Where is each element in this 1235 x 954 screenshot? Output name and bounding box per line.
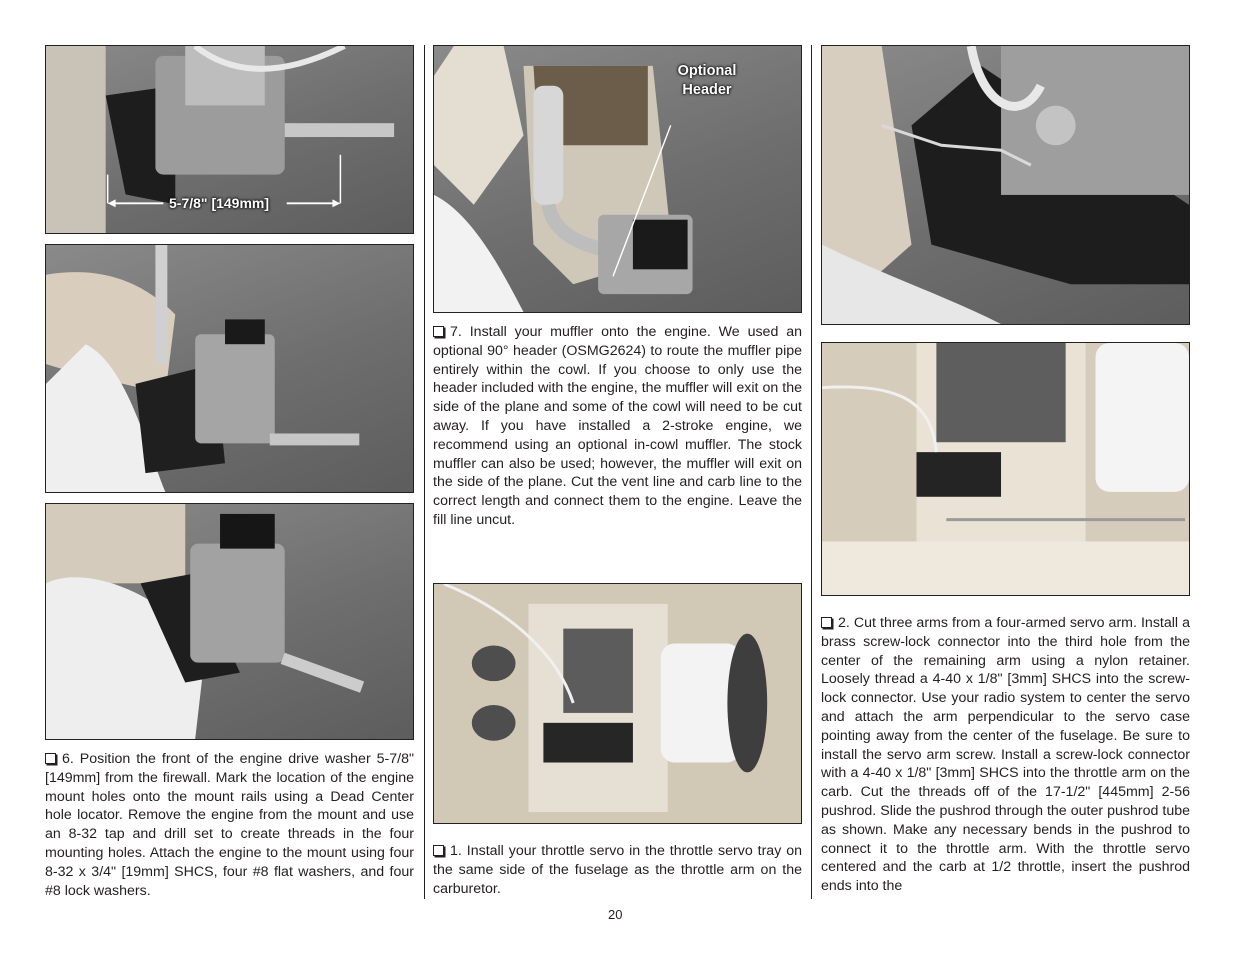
step-1-paragraph (433, 842, 802, 898)
checkbox-step-7[interactable] (433, 326, 444, 337)
dimension-label: 5-7/8" [149mm] (169, 195, 270, 211)
step-7-text: Install your muffler onto the engine. We used an optional 90° header (OSMG2624) to route the muffler pipe entirely within the cowl. If you choose to only use the header included with the engine, the muffler will exit on the side of the plane and some of the cowl will need to be cut away. If you have installed a 2-stroke engine, we recommend using an optional in-cowl muffler. The stock muffler can also be used; however, the muffler will exit on the side of the plane. Cut the vent line and carb line to the correct length and connect them to the engine. Leave the fill line uncut. (433, 324, 802, 528)
checkbox-step-2[interactable] (821, 617, 832, 628)
checkbox-step-6[interactable] (45, 753, 56, 764)
photo-throttle-linkage (821, 45, 1190, 325)
step-2-text: Cut three arms from a four-armed servo arm. Install a brass screw-lock connector into the third hole from the center of the remaining arm using a nylon retainer. Loosely thread a 4-40 x 1/8" [3mm] SHCS into the screw-lock connector. Use your radio system to center the servo and attach the arm perpendicular to the servo case pointing away from the center of the fuselage. Be sure to install the servo arm screw. Install a screw-lock connector with a 4-40 x 1/8" [3mm] SHCS into the throttle arm on the carb. Cut the threads off of the 17-1/2" [445mm] 2-56 pushrod. Slide the pushrod through the outer pushrod tube as shown. Make any necessary bends in the pushrod to connect it to the throttle arm. With the throttle servo centered and the carb at 1/2 throttle, insert the pushrod ends into the (821, 615, 1190, 895)
photo-pushrod-installed (821, 342, 1190, 596)
photo-hole-locator (45, 244, 414, 493)
step-6-text: Position the front of the engine drive washer 5-7/8" [149mm] from the firewall. Mark the location of the engine mount holes onto the mount rails using a Dead Center hole locator. Remove the engine from the mount and use an 8-32 tap and drill set to create threads in the four mounting holes. Attach the engine to the mount using four 8-32 x 3/4" [19mm] SHCS, four #8 flat washers, and four #8 lock washers. (45, 751, 414, 899)
photo-engine-measurement (45, 45, 414, 234)
page-number: 20 (608, 907, 623, 922)
step-7-number: 7. (450, 324, 462, 340)
step-1-number: 1. (450, 843, 462, 859)
callout-line-1: Optional (677, 63, 737, 79)
column-rule-left (424, 45, 425, 899)
photo-engine-attached (45, 503, 414, 740)
optional-header-callout (662, 62, 752, 100)
photo-muffler-header (433, 45, 802, 313)
callout-line-2: Header (682, 82, 732, 98)
column-rule-right (811, 45, 812, 899)
step-1-text: Install your throttle servo in the throttle servo tray on the same side of the fuselage as the throttle arm on the carburetor. (433, 843, 802, 897)
step-6-number: 6. (62, 751, 74, 767)
step-7-paragraph (433, 323, 802, 530)
checkbox-step-1[interactable] (433, 845, 444, 856)
photo-throttle-servo-tray (433, 583, 802, 824)
step-6-paragraph (45, 750, 414, 900)
step-2-paragraph (821, 614, 1190, 896)
step-2-number: 2. (838, 615, 850, 631)
